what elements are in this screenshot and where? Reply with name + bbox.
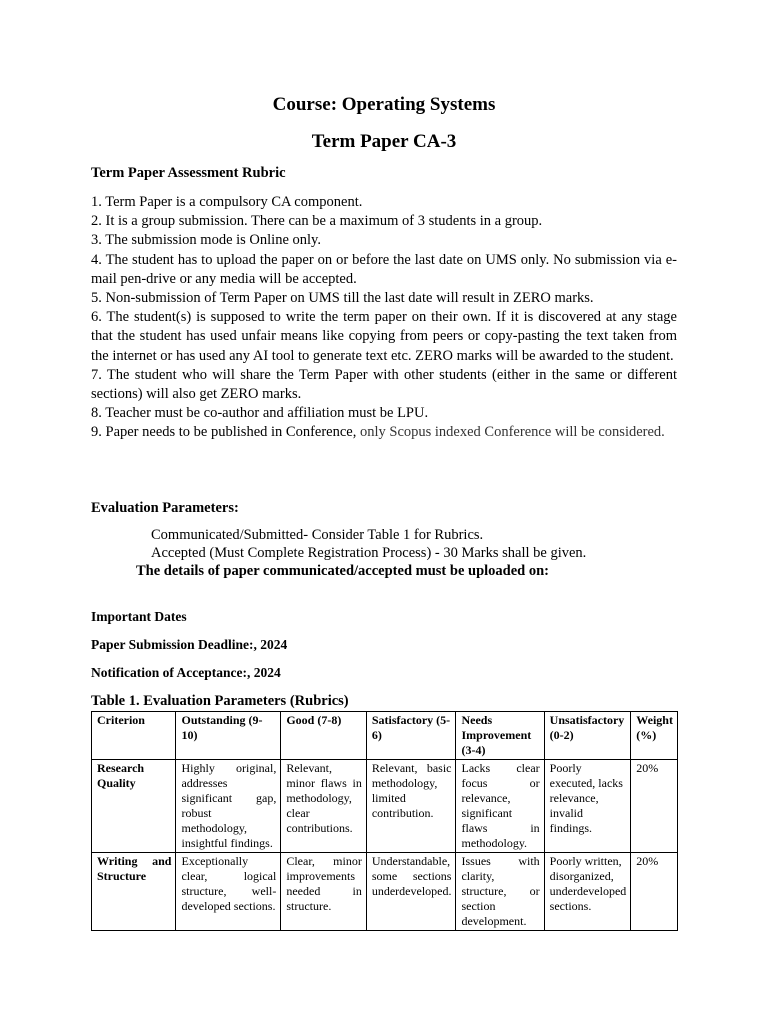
rule-item: 1. Term Paper is a compulsory CA component. <box>91 194 363 210</box>
cell-weight: 20% <box>631 760 678 853</box>
cell-unsatisfactory: Poorly executed, lacks relevance, invalid findings. <box>544 760 631 853</box>
cell-satisfactory: Understandable, some sections underdeveloped. <box>366 853 456 931</box>
header-criterion: Criterion <box>92 712 176 760</box>
evaluation-line-communicated: Communicated/Submitted- Consider Table 1 for Rubrics. <box>151 527 484 543</box>
cell-needs-improvement: Issues with clarity, structure, or section development. <box>456 853 544 931</box>
header-good: Good (7-8) <box>281 712 367 760</box>
rule-item: 4. The student has to upload the paper on or before the last date on UMS only. No submission via e-mail pen-drive or any media will be accepted. <box>91 251 677 287</box>
cell-criterion: Research Quality <box>92 760 176 853</box>
rule-item: 7. The student who will share the Term Paper with other students (either in the same or different sections) will also get ZERO marks. <box>91 366 677 403</box>
header-needs-improvement: Needs Improvement (3-4) <box>456 712 544 760</box>
rule-item: 8. Teacher must be co-author and affiliation must be LPU. <box>91 405 429 422</box>
rules-list <box>91 193 677 443</box>
header-outstanding: Outstanding (9-10) <box>176 712 281 760</box>
table-caption: Table 1. Evaluation Parameters (Rubrics) <box>91 693 349 709</box>
evaluation-line-upload: The details of paper communicated/accepted must be uploaded on: <box>136 563 549 579</box>
course-title: Course: Operating Systems <box>272 94 496 115</box>
table-header-row <box>92 712 678 760</box>
table-row <box>92 853 678 931</box>
rule9-prefix: 9. Paper needs to be published in Conference, <box>91 424 360 441</box>
header-satisfactory: Satisfactory (5-6) <box>366 712 456 760</box>
rule9-suffix: only Scopus indexed Conference will be considered. <box>359 424 665 441</box>
cell-good: Clear, minor improvements needed in structure. <box>281 853 367 931</box>
rubric-table <box>91 711 678 931</box>
evaluation-heading: Evaluation Parameters: <box>91 500 239 516</box>
evaluation-line-accepted: Accepted (Must Complete Registration Process) - 30 Marks shall be given. <box>151 545 587 561</box>
term-paper-title: Term Paper CA-3 <box>311 131 457 152</box>
rule-item <box>91 423 677 442</box>
rule-item: 6. The student(s) is supposed to write the term paper on their own. If it is discovered at any stage that the student has used unfair means like copying from peers or copy-pasting the text taken from the internet or has used any AI tool to generate text etc. ZERO marks will be awarded to the student. <box>91 309 677 364</box>
header-weight: Weight (%) <box>631 712 678 760</box>
notification-date: Notification of Acceptance:, 2024 <box>91 665 281 680</box>
rule-item: 3. The submission mode is Online only. <box>91 232 321 249</box>
cell-satisfactory: Relevant, basic methodology, limited contribution. <box>366 760 456 853</box>
cell-good: Relevant, minor flaws in methodology, clear contributions. <box>281 760 367 853</box>
cell-unsatisfactory: Poorly written, disorganized, underdeveloped sections. <box>544 853 631 931</box>
rule-item: 2. It is a group submission. There can be a maximum of 3 students in a group. <box>91 213 543 230</box>
header-unsatisfactory: Unsatisfactory (0-2) <box>544 712 631 760</box>
cell-outstanding: Highly original, addresses significant gap, robust methodology, insightful findings. <box>176 760 281 853</box>
rubric-heading: Term Paper Assessment Rubric <box>91 165 286 181</box>
cell-criterion: Writing and Structure <box>92 853 176 931</box>
table-row <box>92 760 678 853</box>
rule-item: 5. Non-submission of Term Paper on UMS till the last date will result in ZERO marks. <box>91 290 594 307</box>
cell-outstanding: Exceptionally clear, logical structure, well-developed sections. <box>176 853 281 931</box>
cell-weight: 20% <box>631 853 678 931</box>
cell-needs-improvement: Lacks clear focus or relevance, significant flaws in methodology. <box>456 760 544 853</box>
important-dates-heading: Important Dates <box>91 609 187 624</box>
submission-deadline: Paper Submission Deadline:, 2024 <box>91 637 288 652</box>
